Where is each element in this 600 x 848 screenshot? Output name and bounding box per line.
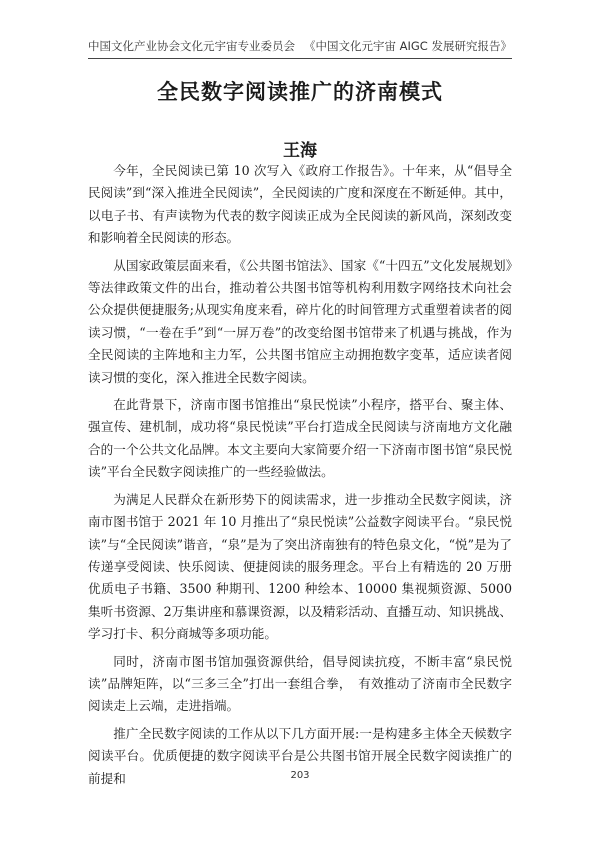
page-number: 203 bbox=[290, 770, 310, 781]
article-body bbox=[88, 160, 512, 795]
body-paragraph: 从国家政策层面来看，《公共图书馆法》、国家《“十四五”文化发展规划》等法律政策文件的出台，推动着公共图书馆等机构利用数字网络技术向社会公众提供便捷服务;从现实角度来看，碎片化的时间管理方式重塑着读者的阅读习惯，“一卷在手”到“一屏万卷”的改变给图书馆带来了机遇与挑战，作为全民阅读的主阵地和主力军，公共图书馆应主动拥抱数字变革，适应读者阅读习惯的变化，深入推进全民数字阅读。 bbox=[88, 257, 512, 385]
header-divider bbox=[88, 58, 512, 59]
body-paragraph: 为满足人民群众在新形势下的阅读需求，进一步推动全民数字阅读，济南市图书馆于 2021 年 10 月推出了“泉民悦读”公益数字阅读平台。“泉民悦读”与“全民阅读”谐音，“泉”是为了突出济南独有的特色泉文化，“悦”是为了传递享受阅读、快乐阅读、便捷阅读的服务理念。平台上有精选的 20 万册优质电子书籍、3500 种期刊、1200 种绘本、10000 集视频资源、5000 集听书资源、2万集讲座和慕课资源，以及精彩活动、直播互动、知识挑战、学习打卡、积分商城等多项功能。 bbox=[88, 491, 512, 642]
body-paragraph: 同时，济南市图书馆加强资源供给，倡导阅读抗疫，不断丰富“泉民悦读”品牌矩阵，以“三多三全”打出一套组合拳， 有效推动了济南市全民数字阅读走上云端，走进指端。 bbox=[88, 653, 512, 714]
body-paragraph: 今年，全民阅读已第 10 次写入《政府工作报告》。十年来，从“倡导全民阅读”到“深入推进全民阅读”，全民阅读的广度和深度在不断延伸。其中，以电子书、有声读物为代表的数字阅读正成为全民阅读的新风尚，深刻改变和影响着全民阅读的形态。 bbox=[88, 163, 512, 246]
header-right-text: 《中国文化元宇宙 AIGC 发展研究报告》 bbox=[303, 39, 512, 53]
body-paragraph: 在此背景下，济南市图书馆推出“泉民悦读”小程序，搭平台、聚主体、强宣传、建机制，成功将“泉民悦读”平台打造成全民阅读与济南地方文化融合的一个公共文化品牌。本文主要向大家简要介绍一下济南市图书馆“泉民悦读”平台全民数字阅读推广的一些经验做法。 bbox=[88, 397, 512, 480]
running-header bbox=[88, 34, 512, 56]
body-paragraph: 推广全民数字阅读的工作从以下几方面开展:一是构建多主体全天候数字阅读平台。优质便捷的数字阅读平台是公共图书馆开展全民数字阅读推广的前提和 bbox=[88, 725, 512, 786]
article-author: 王海 bbox=[283, 141, 317, 161]
article-title: 全民数字阅读推广的济南模式 bbox=[157, 80, 443, 104]
header-left-text: 中国文化产业协会文化元宇宙专业委员会 bbox=[88, 39, 295, 53]
